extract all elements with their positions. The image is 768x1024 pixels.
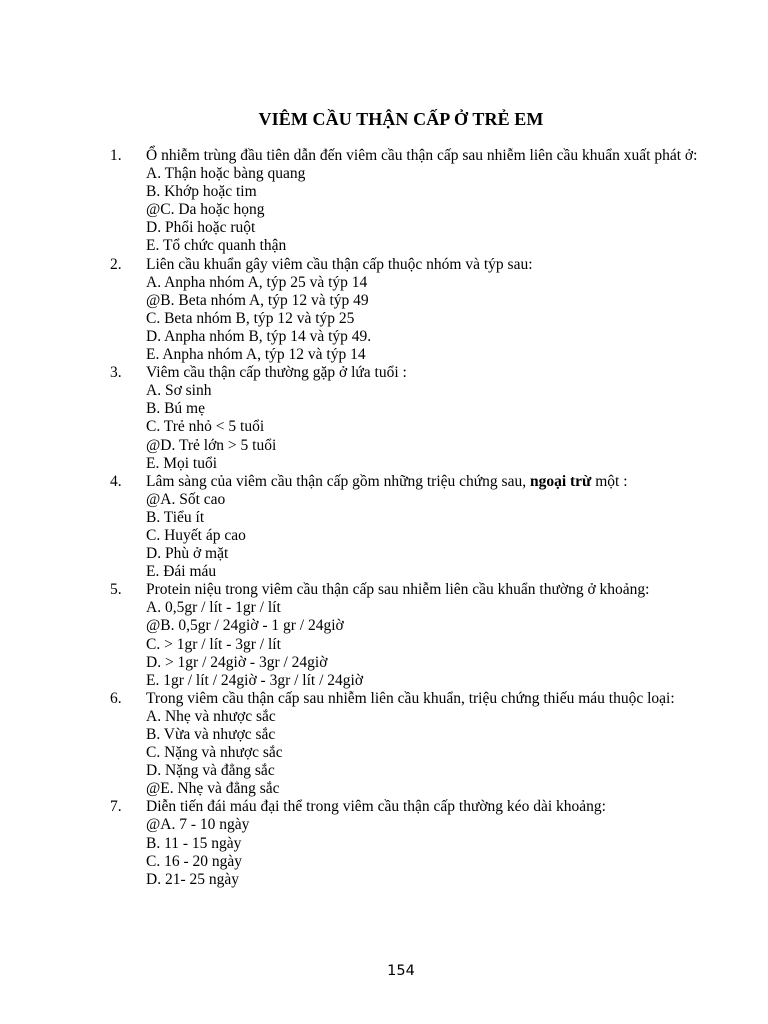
- answer-option: A. Sơ sinh: [146, 382, 212, 400]
- question-number: 2.: [110, 255, 122, 273]
- answer-option: C. Nặng và nhược sắc: [146, 744, 283, 762]
- question-text: Trong viêm cầu thận cấp sau nhiễm liên cầu khuẩn, triệu chứng thiếu máu thuộc loại:: [146, 689, 675, 707]
- answer-option: D. Nặng và đẳng sắc: [146, 762, 275, 780]
- answer-option: B. Vừa và nhược sắc: [146, 726, 276, 743]
- answer-option: E. Tổ chức quanh thận: [146, 237, 287, 255]
- question-number: 3.: [110, 364, 122, 382]
- question-text: Viêm cầu thận cấp thường gặp ở lứa tuổi :: [146, 364, 407, 382]
- answer-option: B. Tiểu ít: [146, 508, 205, 526]
- question-number: 7.: [110, 798, 122, 816]
- answer-option: C. 16 - 20 ngày: [146, 852, 243, 870]
- question-number: 5.: [110, 581, 122, 599]
- emphasis-text: ngoại trừ: [529, 472, 592, 490]
- question-item: [0, 690, 706, 799]
- question-item: [0, 581, 706, 690]
- answer-option: A. Anpha nhóm A, týp 25 và týp 14: [146, 273, 368, 291]
- question-item: [0, 364, 706, 473]
- question-text: Diễn tiến đái máu đại thể trong viêm cầu thận cấp thường kéo dài khoảng:: [146, 798, 606, 816]
- answer-option-correct: @A. 7 - 10 ngày: [146, 816, 250, 834]
- answer-option: E. Anpha nhóm A, týp 12 và týp 14: [146, 346, 366, 364]
- question-number: 1.: [110, 147, 122, 164]
- answer-option: C. Huyết áp cao: [146, 526, 246, 544]
- answer-option: D. 21- 25 ngày: [146, 870, 239, 888]
- answer-option: D. Anpha nhóm B, týp 14 và týp 49.: [146, 327, 372, 345]
- answer-option: E. Đái máu: [146, 563, 217, 581]
- answer-option: D. > 1gr / 24giờ - 3gr / 24giờ: [146, 653, 328, 671]
- page-number: 154: [387, 963, 415, 979]
- answer-option: B. Khớp hoặc tim: [146, 183, 257, 201]
- answer-option: C. Trẻ nhỏ < 5 tuổi: [146, 418, 265, 436]
- answer-option-correct: @B. Beta nhóm A, týp 12 và týp 49: [146, 291, 369, 309]
- answer-option-correct: @E. Nhẹ và đẳng sắc: [146, 780, 280, 798]
- question-item: [0, 473, 706, 582]
- question-text: Protein niệu trong viêm cầu thận cấp sau nhiễm liên cầu khuẩn thường ở khoảng:: [146, 581, 650, 599]
- answer-option-correct: @D. Trẻ lớn > 5 tuổi: [146, 436, 277, 454]
- question-item: [0, 798, 706, 888]
- answer-option-correct: @B. 0,5gr / 24giờ - 1 gr / 24giờ: [146, 617, 344, 635]
- question-item: [0, 147, 706, 256]
- question-number: 4.: [110, 472, 122, 490]
- question-text: Ổ nhiễm trùng đầu tiên dẫn đến viêm cầu thận cấp sau nhiễm liên cầu khuẩn xuất phát ở:: [146, 147, 698, 164]
- answer-option: C. Beta nhóm B, týp 12 và týp 25: [146, 309, 355, 327]
- answer-option: E. 1gr / lít / 24giờ - 3gr / lít / 24giờ: [146, 671, 364, 689]
- answer-option: D. Phổi hoặc ruột: [146, 219, 256, 237]
- answer-option: D. Phù ở mặt: [146, 545, 229, 563]
- question-text: Liên cầu khuẩn gây viêm cầu thận cấp thuộc nhóm và týp sau:: [146, 255, 533, 273]
- question-item: [0, 256, 706, 365]
- page-title: VIÊM CẦU THẬN CẤP Ở TRẺ EM: [258, 109, 544, 129]
- answer-option: A. Nhẹ và nhược sắc: [146, 707, 276, 725]
- answer-option: A. Thận hoặc bàng quang: [146, 165, 306, 183]
- answer-option: B. 11 - 15 ngày: [146, 834, 242, 852]
- answer-option-correct: @A. Sốt cao: [146, 490, 226, 508]
- answer-option: C. > 1gr / lít - 3gr / lít: [146, 635, 281, 653]
- question-text: Lâm sàng của viêm cầu thận cấp gồm những triệu chứng sau, ngoại trừ một :: [146, 472, 628, 490]
- answer-option: E. Mọi tuổi: [146, 454, 218, 472]
- answer-option-correct: @C. Da hoặc họng: [146, 201, 265, 219]
- question-list: [0, 147, 768, 889]
- answer-option: B. Bú mẹ: [146, 400, 205, 418]
- answer-option: A. 0,5gr / lít - 1gr / lít: [146, 599, 281, 617]
- question-number: 6.: [110, 689, 122, 707]
